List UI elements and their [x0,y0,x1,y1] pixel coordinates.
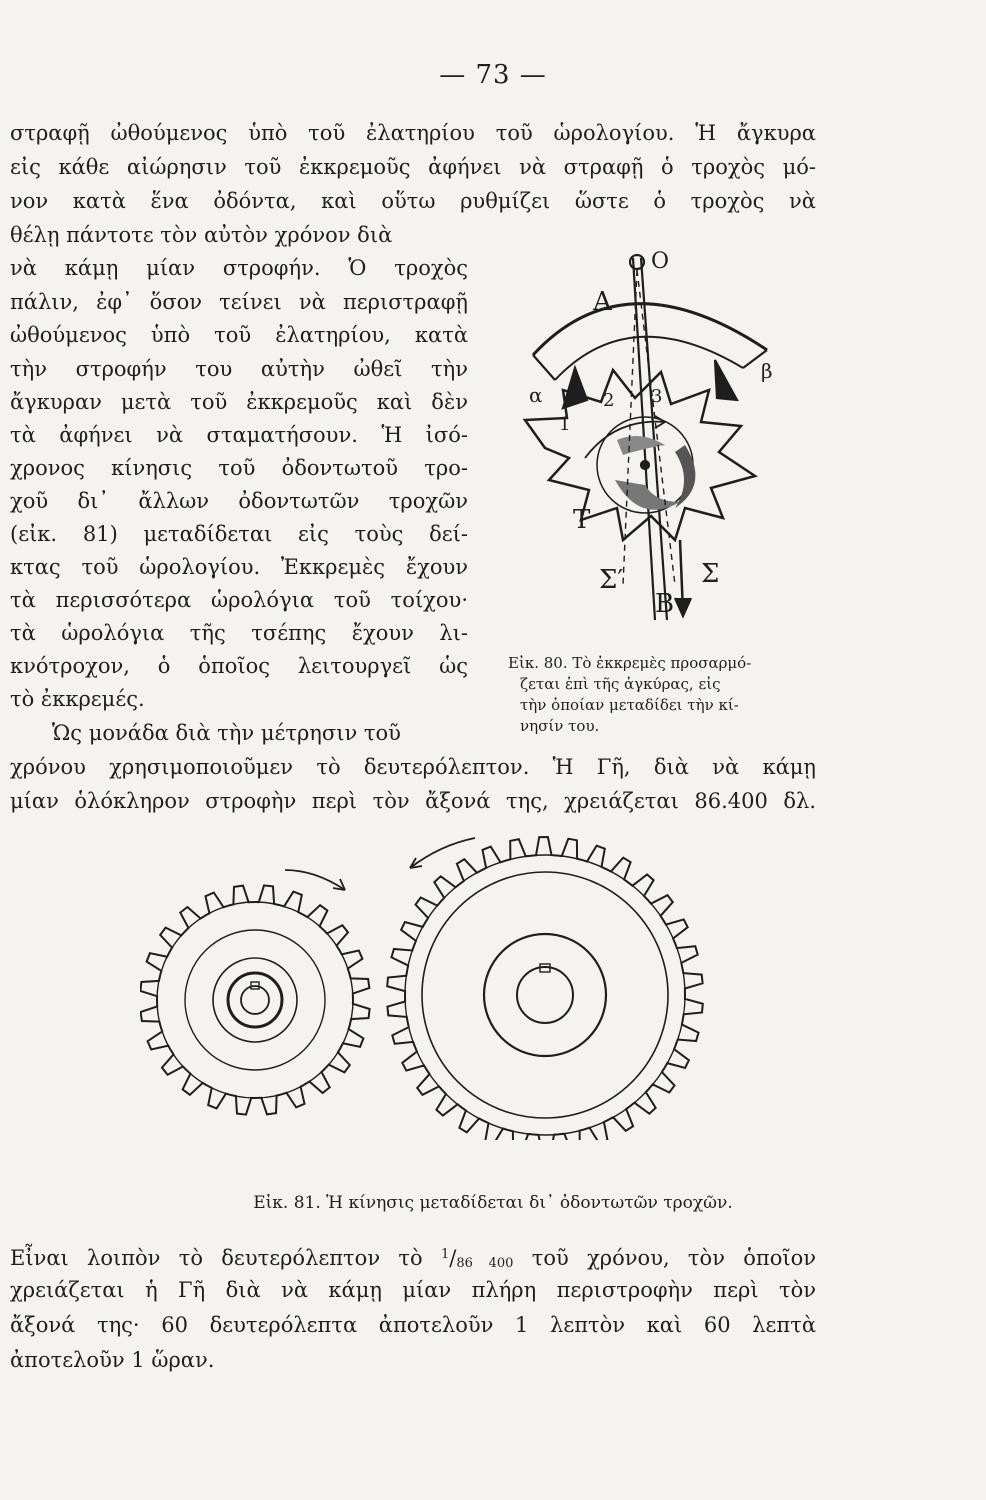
text-line: τὸ ἐκκρεμές. [10,687,145,711]
text-line: τὰ περισσότερα ὡρολόγια τοῦ τοίχου· [10,588,468,612]
text-segment: τοῦ χρόνου, τὸν ὁποῖον [531,1246,816,1270]
figure-81-gears-diagram [140,820,870,1140]
label-sigma-prime: Σ′ [599,565,624,595]
text-line: μίαν ὁλόκληρον στροφὴν περὶ τὸν ἄξονά της, χρειάζεται 86.400 δλ. [10,789,816,813]
text-line: πάλιν, ἐφ᾽ ὅσον τείνει νὰ περιστραφῇ [10,290,468,314]
label-alpha: α [529,383,543,407]
label-sigma: Σ [701,559,720,589]
large-gear [387,837,703,1140]
text-line: εἰς κάθε αἰώρησιν τοῦ ἐκκρεμοῦς ἀφήνει νὰ στραφῇ ὁ τροχὸς μό- [10,155,816,179]
caption-line: τὴν ὁποίαν μεταδίδει τὴν κί- [520,696,739,714]
caption-line: νησίν του. [520,717,600,735]
text-line: χοῦ δι᾽ ἄλλων ὀδοντωτῶν τροχῶν [10,489,468,513]
text-line: χρειάζεται ἡ Γῆ διὰ νὰ κάμῃ μίαν πλήρη περιστροφὴν περὶ τὸν [10,1278,816,1302]
label-beta: β [761,359,773,383]
label-1: 1 [559,414,571,435]
text-line: (εἰκ. 81) μεταδίδεται εἰς τοὺς δεί- [10,522,468,546]
page-number: — 73 — [439,60,547,90]
label-b: B [655,589,675,619]
text-line: ὠθούμενος ὑπὸ τοῦ ἐλατηρίου, κατὰ [10,323,468,347]
text-line: κνότροχον, ὁ ὁποῖος λειτουργεῖ ὡς [10,654,468,678]
text-line-with-fraction [10,1240,816,1279]
text-line: τὰ ἀφήνει νὰ σταματήσουν. Ἡ ἰσό- [10,423,468,447]
figure-80-escapement-diagram [505,240,790,650]
fraction-denominator: 86 400 [456,1256,514,1271]
text-line: ἄξονά της· 60 δευτερόλεπτα ἀποτελοῦν 1 λεπτὸν καὶ 60 λεπτὰ [10,1313,816,1337]
small-gear [140,885,369,1114]
text-line: τὰ ὡρολόγια τῆς τσέπης ἔχουν λι- [10,621,468,645]
text-line: ἄγκυραν μετὰ τοῦ ἐκκρεμοῦς καὶ δὲν [10,390,468,414]
text-line: Ὡς μονάδα διὰ τὴν μέτρησιν τοῦ [52,721,401,745]
fraction: $^1$/86 400 [440,1246,514,1271]
text-line: τὴν στροφήν του αὐτὴν ὠθεῖ τὴν [10,357,468,381]
fraction-numerator: 1 [440,1247,450,1262]
label-3: 3 [651,386,663,407]
text-line: νὰ κάμῃ μίαν στροφήν. Ὁ τροχὸς [10,256,468,280]
text-line: στραφῇ ὠθούμενος ὑπὸ τοῦ ἐλατηρίου τοῦ ὡρολογίου. Ἡ ἄγκυρα [10,121,816,145]
caption-line: ζεται ἐπὶ τῆς ἀγκύρας, εἰς [520,675,721,693]
figure-81-caption: Εἰκ. 81. Ἡ κίνησις μεταδίδεται δι᾽ ὀδοντωτῶν τροχῶν. [253,1193,733,1213]
label-a: A [593,287,612,317]
text-line: ἀποτελοῦν 1 ὥραν. [10,1348,215,1372]
text-line: νον κατὰ ἕνα ὀδόντα, καὶ οὕτω ρυθμίζει ὥστε ὁ τροχὸς νὰ [10,189,816,213]
label-o: O [651,249,670,274]
text-line: κτας τοῦ ὡρολογίου. Ἐκκρεμὲς ἔχουν [10,555,468,579]
label-t: T [573,505,591,535]
label-2: 2 [603,390,615,411]
text-segment: Εἶναι λοιπὸν τὸ δευτερόλεπτον τὸ [10,1246,423,1270]
text-line: χρόνου χρησιμοποιοῦμεν τὸ δευτερόλεπτον. Ἡ Γῆ, διὰ νὰ κάμῃ [10,755,816,779]
text-line: θέλῃ πάντοτε τὸν αὐτὸν χρόνον διὰ [10,223,393,247]
caption-line: Εἰκ. 80. Τὸ ἐκκρεμὲς προσαρμό- [508,654,752,672]
text-line: χρονος κίνησις τοῦ ὀδοντωτοῦ τρο- [10,456,468,480]
